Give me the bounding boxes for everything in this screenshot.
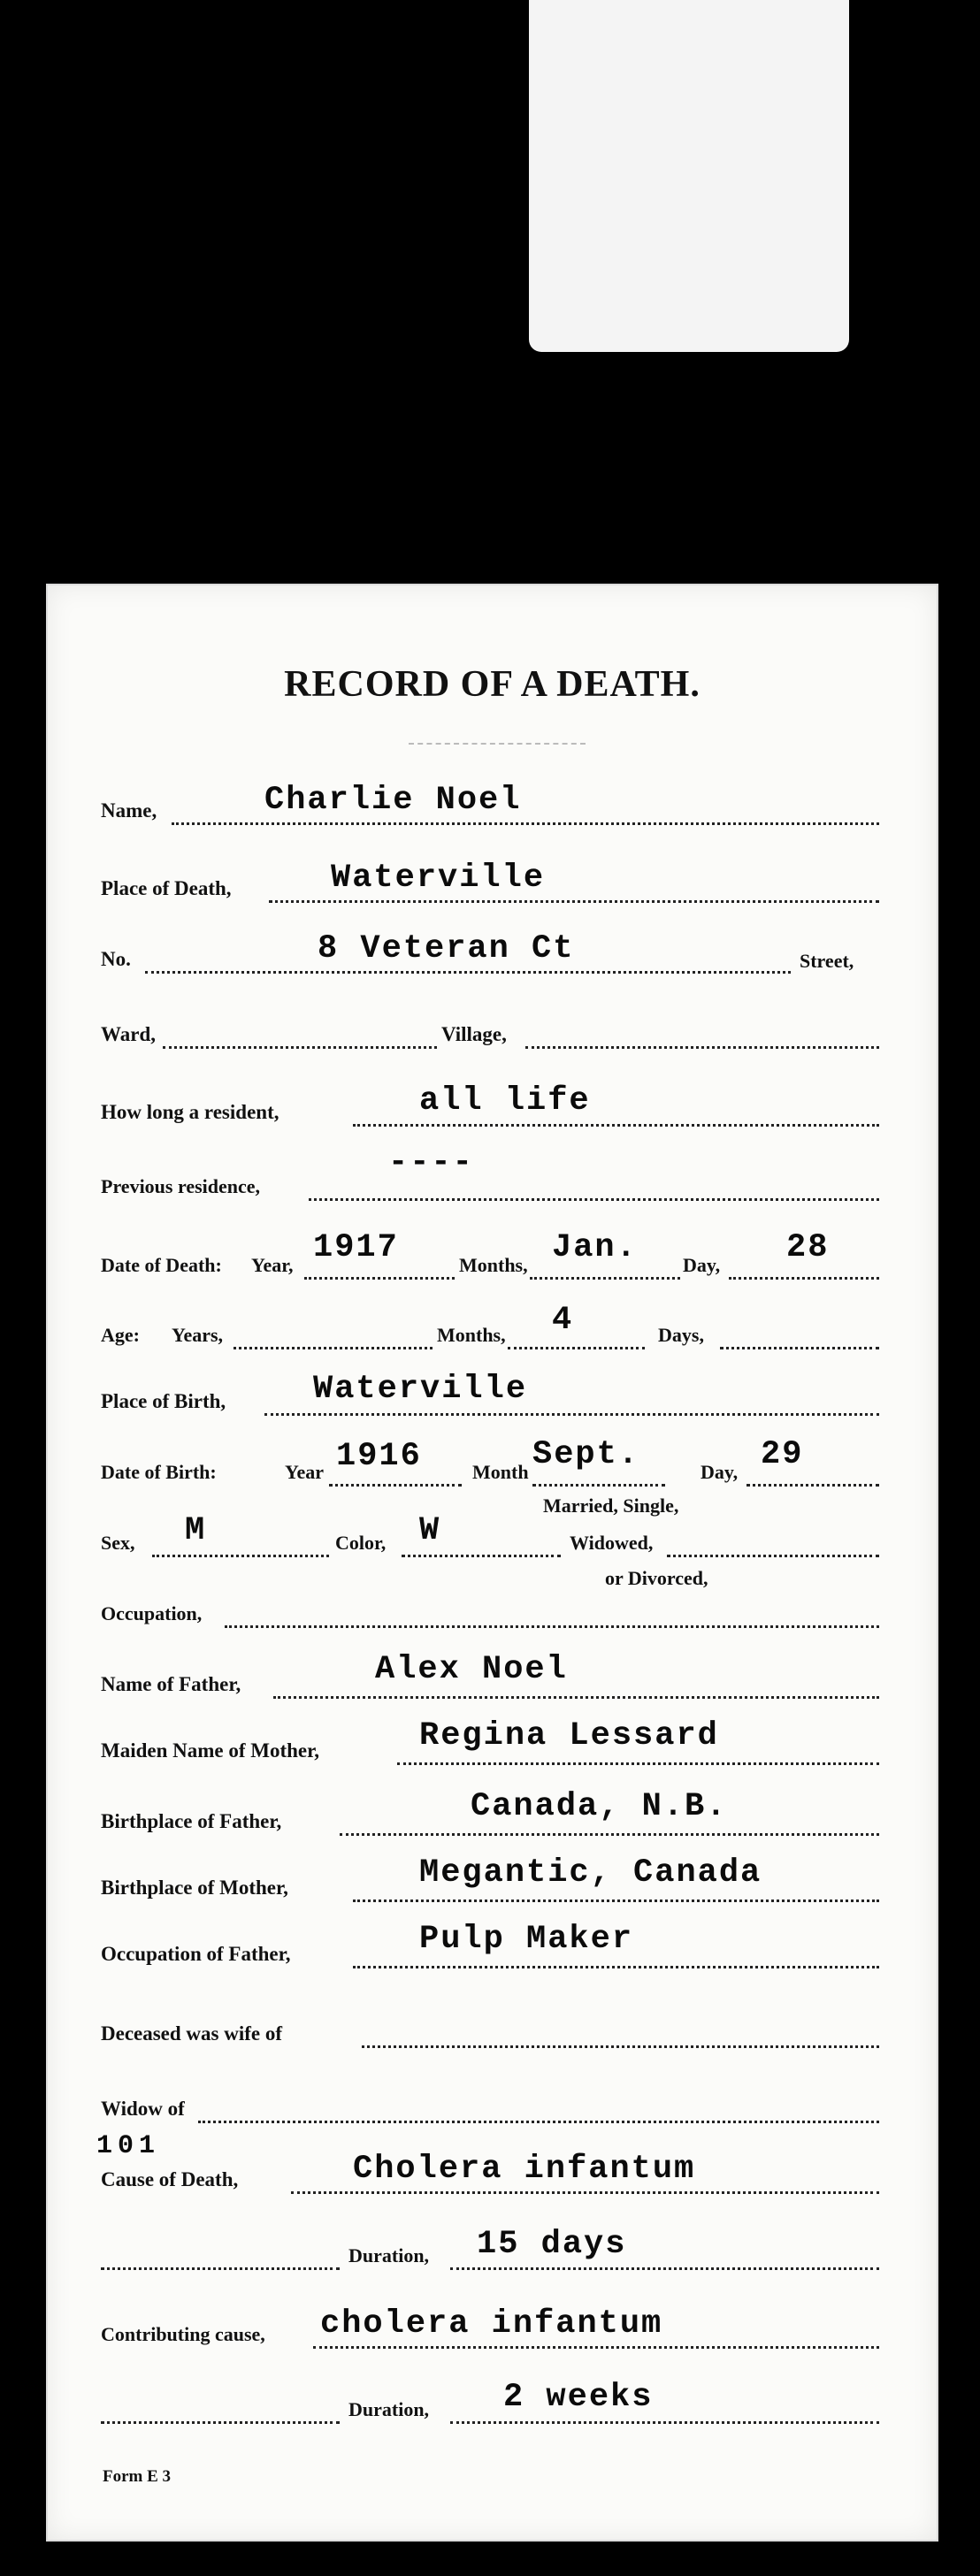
marital-widowed-label: Widowed, — [570, 1532, 654, 1554]
occupation-father-label: Occupation of Father, — [101, 1943, 291, 1965]
duration2-line — [450, 2421, 879, 2424]
resident-line — [353, 1124, 879, 1127]
marital-divorced-label: or Divorced, — [605, 1567, 708, 1589]
death-month-label: Months, — [459, 1254, 528, 1276]
death-year-label: Year, — [251, 1254, 294, 1276]
father-name-value: Alex Noel — [375, 1651, 568, 1688]
place-of-birth-value: Waterville — [313, 1371, 528, 1408]
occupation-father-value: Pulp Maker — [419, 1921, 634, 1958]
death-day-value: 28 — [786, 1229, 830, 1266]
color-value: W — [419, 1512, 441, 1549]
ward-line — [163, 1046, 437, 1049]
sex-label: Sex, — [101, 1532, 135, 1554]
name-line — [172, 822, 879, 825]
birthplace-mother-line — [353, 1900, 879, 1902]
sex-value: M — [185, 1512, 207, 1549]
birth-year-value: 1916 — [336, 1438, 422, 1475]
age-months-line — [508, 1347, 645, 1349]
contributing-cause-label: Contributing cause, — [101, 2323, 265, 2345]
duration2-label: Duration, — [348, 2398, 430, 2420]
sex-line — [152, 1555, 329, 1557]
birth-day-line — [746, 1484, 879, 1487]
father-name-label: Name of Father, — [101, 1673, 241, 1695]
name-label: Name, — [101, 799, 157, 822]
village-line — [525, 1046, 879, 1049]
occupation-label: Occupation, — [101, 1602, 203, 1624]
death-day-label: Day, — [683, 1254, 721, 1276]
marital-line — [667, 1555, 879, 1557]
age-years-label: Years, — [172, 1324, 224, 1346]
death-year-value: 1917 — [313, 1229, 399, 1266]
duration-lead-line — [101, 2267, 340, 2270]
widow-of-line — [198, 2121, 879, 2123]
birthplace-father-line — [340, 1833, 879, 1836]
previous-residence-line — [309, 1198, 879, 1201]
death-day-line — [729, 1277, 879, 1280]
marital-status-label: Married, Single, — [543, 1494, 679, 1517]
date-of-death-label: Date of Death: — [101, 1254, 222, 1276]
occupation-father-line — [353, 1966, 879, 1968]
contributing-cause-line — [313, 2346, 879, 2349]
place-of-birth-label: Place of Birth, — [101, 1390, 226, 1412]
widow-of-label: Widow of — [101, 2098, 185, 2120]
age-years-line — [234, 1347, 433, 1349]
cause-of-death-value: Cholera infantum — [353, 2151, 696, 2188]
duration2-lead-line — [101, 2421, 340, 2424]
resident-value: all life — [419, 1082, 591, 1120]
contributing-cause-value: cholera infantum — [320, 2305, 663, 2343]
place-of-death-line — [269, 900, 879, 903]
number-label: No. — [101, 948, 131, 970]
title-divider — [409, 743, 586, 745]
death-month-value: Jan. — [552, 1229, 638, 1266]
mother-maiden-label: Maiden Name of Mother, — [101, 1739, 319, 1762]
age-days-label: Days, — [658, 1324, 704, 1346]
color-label: Color, — [335, 1532, 387, 1554]
previous-residence-value: ---- — [388, 1144, 474, 1181]
date-of-birth-label: Date of Birth: — [101, 1461, 217, 1483]
birthplace-mother-value: Megantic, Canada — [419, 1854, 762, 1892]
age-label: Age: — [101, 1324, 140, 1346]
age-months-value: 4 — [552, 1302, 574, 1339]
cause-of-death-label: Cause of Death, — [101, 2168, 239, 2190]
birth-month-value: Sept. — [532, 1436, 640, 1473]
birth-month-label: Month — [472, 1461, 529, 1483]
wife-of-label: Deceased was wife of — [101, 2022, 283, 2045]
paper-tab — [529, 0, 849, 352]
duration-value: 15 days — [477, 2226, 627, 2263]
mother-maiden-value: Regina Lessard — [419, 1717, 719, 1754]
street-label: Street, — [800, 950, 854, 972]
ward-label: Ward, — [101, 1023, 156, 1045]
name-value: Charlie Noel — [264, 782, 522, 819]
cause-of-death-line — [291, 2191, 879, 2194]
color-line — [402, 1555, 561, 1557]
street-line — [145, 971, 791, 974]
birthplace-mother-label: Birthplace of Mother, — [101, 1877, 288, 1899]
birthplace-father-value: Canada, N.B. — [471, 1788, 728, 1825]
death-record-card — [46, 584, 938, 2542]
death-month-line — [530, 1277, 680, 1280]
previous-residence-label: Previous residence, — [101, 1175, 261, 1197]
birth-day-label: Day, — [701, 1461, 739, 1483]
occupation-line — [225, 1625, 879, 1628]
duration-label: Duration, — [348, 2244, 430, 2266]
form-number: Form E 3 — [103, 2467, 172, 2486]
father-name-line — [273, 1696, 879, 1699]
duration2-value: 2 weeks — [503, 2379, 654, 2416]
birth-day-value: 29 — [761, 1436, 804, 1473]
resident-label: How long a resident, — [101, 1101, 279, 1123]
birth-month-line — [532, 1484, 665, 1487]
cause-code-value: 101 — [96, 2131, 161, 2161]
village-label: Village, — [441, 1023, 507, 1045]
street-value: 8 Veteran Ct — [318, 930, 575, 967]
record-title: RECORD OF A DEATH. — [284, 664, 701, 705]
wife-of-line — [362, 2045, 879, 2048]
age-months-label: Months, — [437, 1324, 506, 1346]
place-of-death-value: Waterville — [331, 860, 546, 897]
mother-maiden-line — [397, 1762, 879, 1765]
age-days-line — [720, 1347, 879, 1349]
duration-line — [450, 2267, 879, 2270]
birthplace-father-label: Birthplace of Father, — [101, 1810, 282, 1832]
place-of-death-label: Place of Death, — [101, 877, 232, 899]
death-year-line — [304, 1277, 455, 1280]
place-of-birth-line — [264, 1413, 879, 1416]
birth-year-line — [329, 1484, 462, 1487]
birth-year-label: Year — [285, 1461, 324, 1483]
